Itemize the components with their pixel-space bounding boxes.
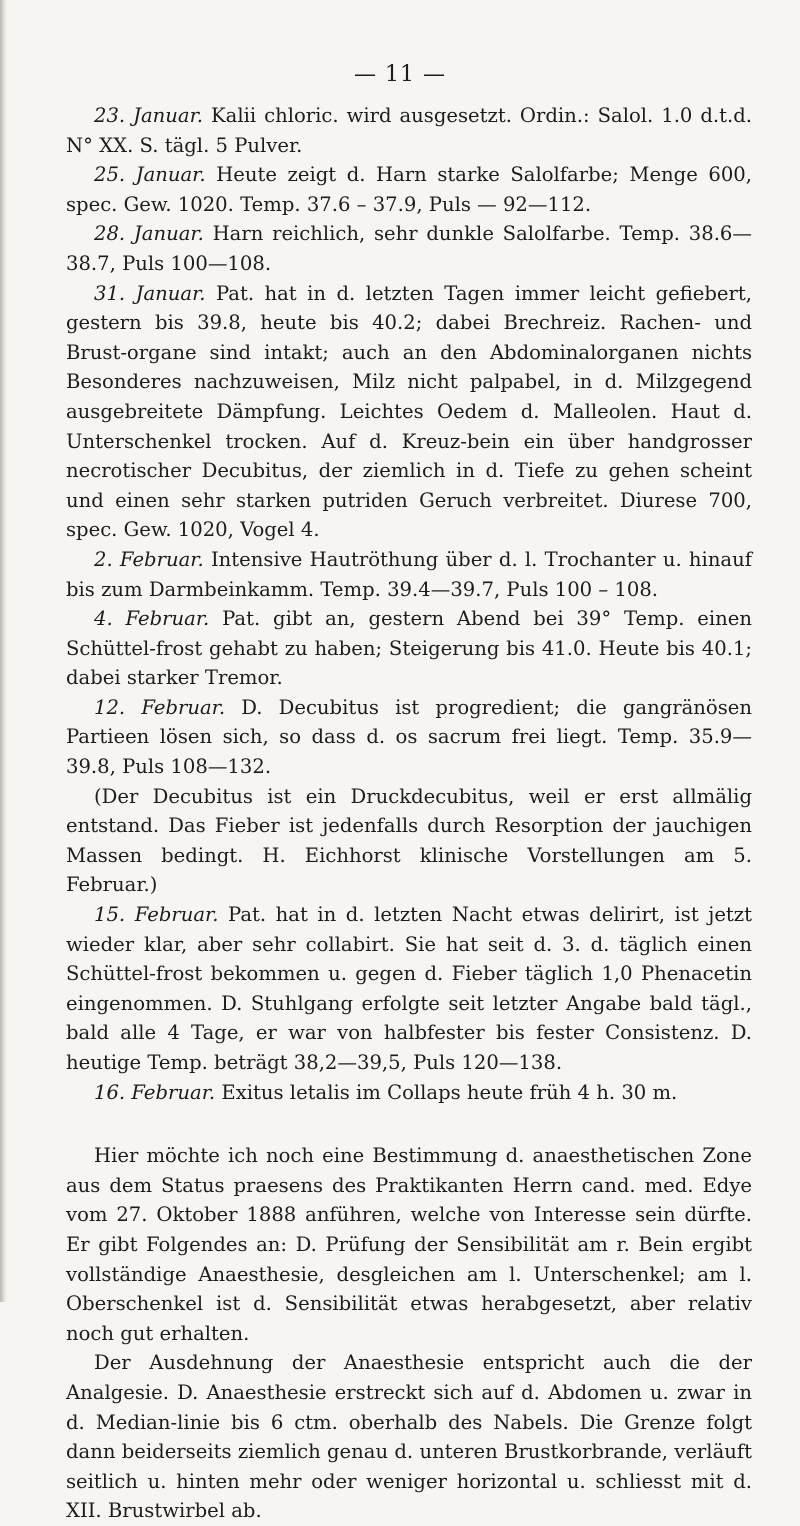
entry-date: 12. Februar. — [94, 695, 226, 719]
entry-text: Exitus letalis im Collaps heute früh 4 h. 30 m. — [215, 1080, 678, 1104]
diary-entry — [66, 1078, 752, 1108]
closing-paragraph — [66, 1141, 752, 1348]
entry-text: Harn reichlich, sehr dunkle Salolfarbe. Temp. 38.6—38.7, Puls 100—108. — [66, 222, 752, 275]
note-text: (Der Decubitus ist ein Druckdecubitus, weil er erst allmälig entstand. Das Fieber ist jedenfalls durch Resorption der jauchigen Massen bedingt. H. Eichhorst klinische Vorstellungen am 5. Februar.) — [66, 784, 752, 897]
entry-date: 15. Februar. — [94, 903, 219, 927]
entry-date: 31. Januar. — [94, 281, 206, 305]
diary-note — [66, 782, 752, 900]
page-body — [66, 101, 752, 1526]
page-number: — 11 — — [354, 62, 446, 87]
closing-paragraph — [66, 1348, 752, 1526]
diary-entry — [66, 279, 752, 545]
diary-entry — [66, 545, 752, 604]
diary-entry — [66, 900, 752, 1078]
paragraph-text: Hier möchte ich noch eine Bestimmung d. anaesthetischen Zone aus dem Status praesens des Praktikanten Herrn cand. med. Edye vom 27. Oktober 1888 anführen, welche von Interesse sein dürfte. Er gibt Folgendes an: D. Prüfung der Sensibilität am r. Bein ergibt vollständige Anaesthesie, desgleichen am l. Unterschenkel; am l. Oberschenkel ist d. Sensibilität etwas herabgesetzt, aber relativ noch gut erhalten. — [66, 1144, 752, 1345]
entry-text: Pat. gibt an, gestern Abend bei 39° Temp. einen Schüttel-frost gehabt zu haben; Steigerung bis 41.0. Heute bis 40.1; dabei starker Tremor. — [66, 607, 752, 690]
entry-date: 16. Februar. — [94, 1080, 216, 1104]
entry-date: 2. Februar. — [94, 547, 204, 571]
diary-entry — [66, 219, 752, 278]
diary-entry — [66, 101, 752, 160]
entry-date: 25. Januar. — [94, 163, 206, 187]
entry-text: Kalii chloric. wird ausgesetzt. Ordin.: Salol. 1.0 d.t.d. N° XX. S. tägl. 5 Pulver. — [66, 104, 753, 157]
diary-entry — [66, 160, 752, 219]
diary-entry — [66, 604, 752, 693]
entry-text: Intensive Hautröthung über d. l. Trochanter u. hinauf bis zum Darmbeinkamm. Temp. 39.4—39.7, Puls 100 – 108. — [66, 547, 752, 601]
entry-date: 4. Februar. — [94, 607, 210, 631]
entry-text: D. Decubitus ist progredient; die gangränösen Partieen lösen sich, so dass d. os sacrum frei liegt. Temp. 35.9—39.8, Puls 108—132. — [66, 695, 752, 779]
entry-text: Pat. hat in d. letzten Nacht etwas delirirt, ist jetzt wieder klar, aber sehr collabirt. Sie hat seit d. 3. d. täglich einen Schüttel-frost bekommen u. gegen d. Fieber täglich 1,0 Phenacetin eingenommen. D. Stuhlgang erfolgte seit letzter Angabe bald tägl., bald alle 4 Tage, er war von halbfester bis fester Consistenz. D. heutige Temp. beträgt 38,2—39,5, Puls 120—138. — [66, 903, 752, 1074]
page-edge-shadow — [0, 0, 8, 1302]
entry-text: Heute zeigt d. Harn starke Salolfarbe; Menge 600, spec. Gew. 1020. Temp. 37.6 – 37.9, Puls — 92—112. — [66, 163, 752, 216]
entry-date: 23. Januar. — [94, 104, 204, 127]
entry-date: 28. Januar. — [94, 222, 204, 246]
paragraph-text: Der Ausdehnung der Anaesthesie entspricht auch die der Analgesie. D. Anaesthesie erstreckt sich auf d. Abdomen u. zwar in d. Median-linie bis 6 ctm. oberhalb des Nabels. Die Grenze folgt dann beiderseits ziemlich genau d. unteren Brustkorbrande, verläuft seitlich u. hinten mehr oder weniger horizontal u. schliesst mit d. XII. Brustwirbel ab. — [66, 1351, 752, 1523]
entry-text: Pat. hat in d. letzten Tagen immer leicht gefiebert, gestern bis 39.8, heute bis 40.2; dabei Brechreiz. Rachen- und Brust-organe sind intakt; auch an den Abdominalorganen nichts Besonderes nachzuweisen, Milz nicht palpabel, in d. Milzgegend ausgebreitete Dämpfung. Leichtes Oedem d. Malleolen. Haut d. Unterschenkel trocken. Auf d. Kreuz-bein ein über handgrosser necrotischer Decubitus, der ziemlich in d. Tiefe zu gehen scheint und einen sehr starken putriden Geruch verbreitet. Diurese 700, spec. Gew. 1020, Vogel 4. — [66, 281, 752, 542]
section-gap — [66, 1107, 752, 1141]
diary-entry — [66, 693, 752, 782]
